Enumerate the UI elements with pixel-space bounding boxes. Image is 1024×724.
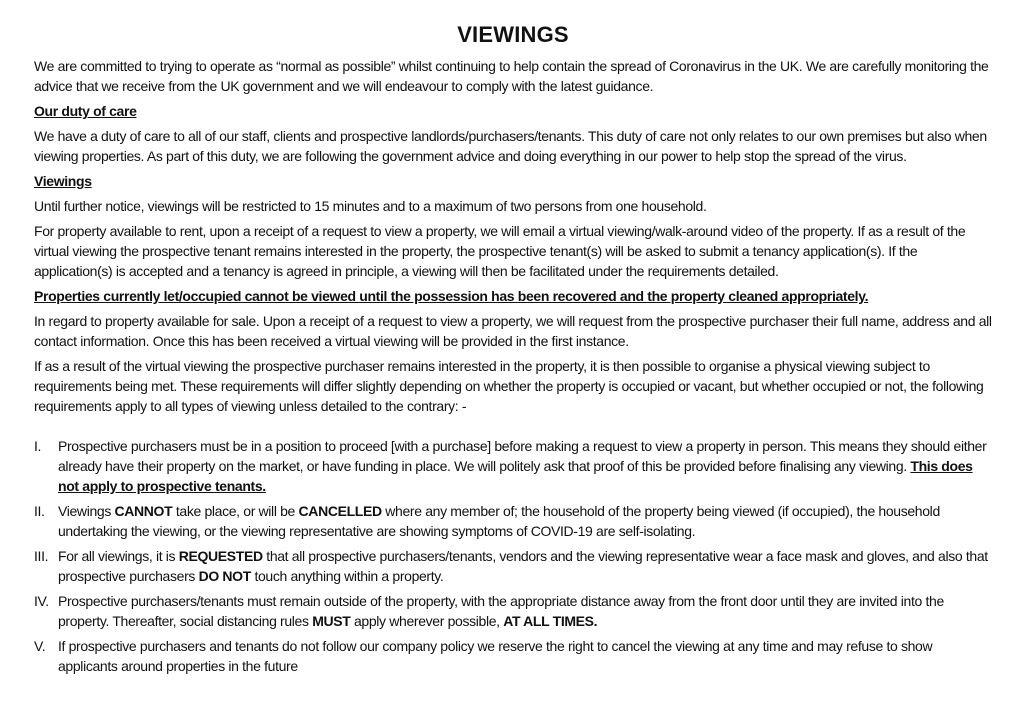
requirement-text: that all prospective purchasers/tenants, vendors and the viewing representative wear a face mask and gloves, and also that prospective purchasers <box>58 548 988 584</box>
requirement-text: where any member of; the household of the property being viewed (if occupied), the household undertaking the viewing, or the viewing representative are showing symptoms of COVID-19 are self-isolating. <box>58 503 940 539</box>
requirement-emphasis: AT ALL TIMES. <box>503 613 598 629</box>
requirement-item-3 <box>34 546 992 586</box>
duty-of-care-paragraph: We have a duty of care to all of our staff, clients and prospective landlords/purchasers/tenants. This duty of care not only relates to our own premises but also when viewing properties. As part of this duty, we are following the government advice and doing everything in our power to help stop the spread of the virus. <box>34 128 987 164</box>
requirement-emphasis: CANNOT <box>114 503 173 519</box>
requirement-text: Viewings <box>58 503 115 519</box>
occupied-property-notice: Properties currently let/occupied cannot be viewed until the possession has been recovered and the property cleaned appropriately. <box>34 288 869 304</box>
viewings-heading: Viewings <box>34 173 92 189</box>
requirement-item-5 <box>34 636 992 676</box>
requirement-emphasis: MUST <box>312 613 351 629</box>
page-title: VIEWINGS <box>457 22 569 47</box>
requirement-text: touch anything within a property. <box>250 568 444 584</box>
requirement-emphasis: DO NOT <box>198 568 251 584</box>
requirement-item-1 <box>34 436 992 496</box>
requirement-tenant-exception: This does not apply to prospective tenants. <box>58 458 973 494</box>
requirement-item-4 <box>34 591 992 631</box>
requirement-number: II. <box>34 503 45 519</box>
requirement-text: apply wherever possible, <box>350 613 504 629</box>
rental-viewing-paragraph: For property available to rent, upon a receipt of a request to view a property, we will email a virtual viewing/walk-around video of the property. If as a result of the virtual viewing the prospective tenant remains interested in the property, the prospective tenant(s) will be asked to submit a tenancy application(s). If the application(s) is accepted and a tenancy is agreed in principle, a viewing will then be facilitated under the requirements detailed. <box>34 223 966 279</box>
physical-viewing-paragraph: If as a result of the virtual viewing the prospective purchaser remains interested in the property, it is then possible to organise a physical viewing subject to requirements being met. These requirements will differ slightly depending on whether the property is occupied or vacant, but whether occupied or not, the following requirements apply to all types of viewing unless detailed to the contrary: - <box>34 358 984 414</box>
requirement-emphasis: REQUESTED <box>178 548 263 564</box>
requirement-text: For all viewings, it is <box>58 548 179 564</box>
requirement-text: Prospective purchasers must be in a position to proceed [with a purchase] before making a request to view a property in person. This means they should either already have their property on the market, or have funding in place. We will politely ask that proof of this be provided before finalising any viewing. <box>58 438 987 474</box>
viewing-restriction-paragraph: Until further notice, viewings will be restricted to 15 minutes and to a maximum of two persons from one household. <box>34 198 707 214</box>
requirements-list <box>34 436 992 676</box>
requirement-text: Prospective purchasers/tenants must remain outside of the property, with the appropriate distance away from the front door until they are invited into the property. Thereafter, social distancing rules <box>58 593 944 629</box>
requirement-number: V. <box>34 638 46 654</box>
duty-of-care-heading: Our duty of care <box>34 103 137 119</box>
requirement-text: take place, or will be <box>172 503 299 519</box>
requirement-number: III. <box>34 548 49 564</box>
requirement-number: IV. <box>34 593 49 609</box>
requirement-emphasis: CANCELLED <box>298 503 382 519</box>
section-spacer <box>34 421 992 436</box>
sale-viewing-paragraph: In regard to property available for sale. Upon a receipt of a request to view a property, we will request from the prospective purchaser their full name, address and all contact information. Once this has been received a virtual viewing will be provided in the first instance. <box>34 313 992 349</box>
intro-paragraph: We are committed to trying to operate as “normal as possible” whilst continuing to help contain the spread of Coronavirus in the UK. We are carefully monitoring the advice that we receive from the UK government and we will endeavour to comply with the latest guidance. <box>34 58 989 94</box>
requirement-item-2 <box>34 501 992 541</box>
requirement-number: I. <box>34 438 42 454</box>
requirement-text: If prospective purchasers and tenants do not follow our company policy we reserve the right to cancel the viewing at any time and may refuse to show applicants around properties in the future <box>58 638 933 674</box>
